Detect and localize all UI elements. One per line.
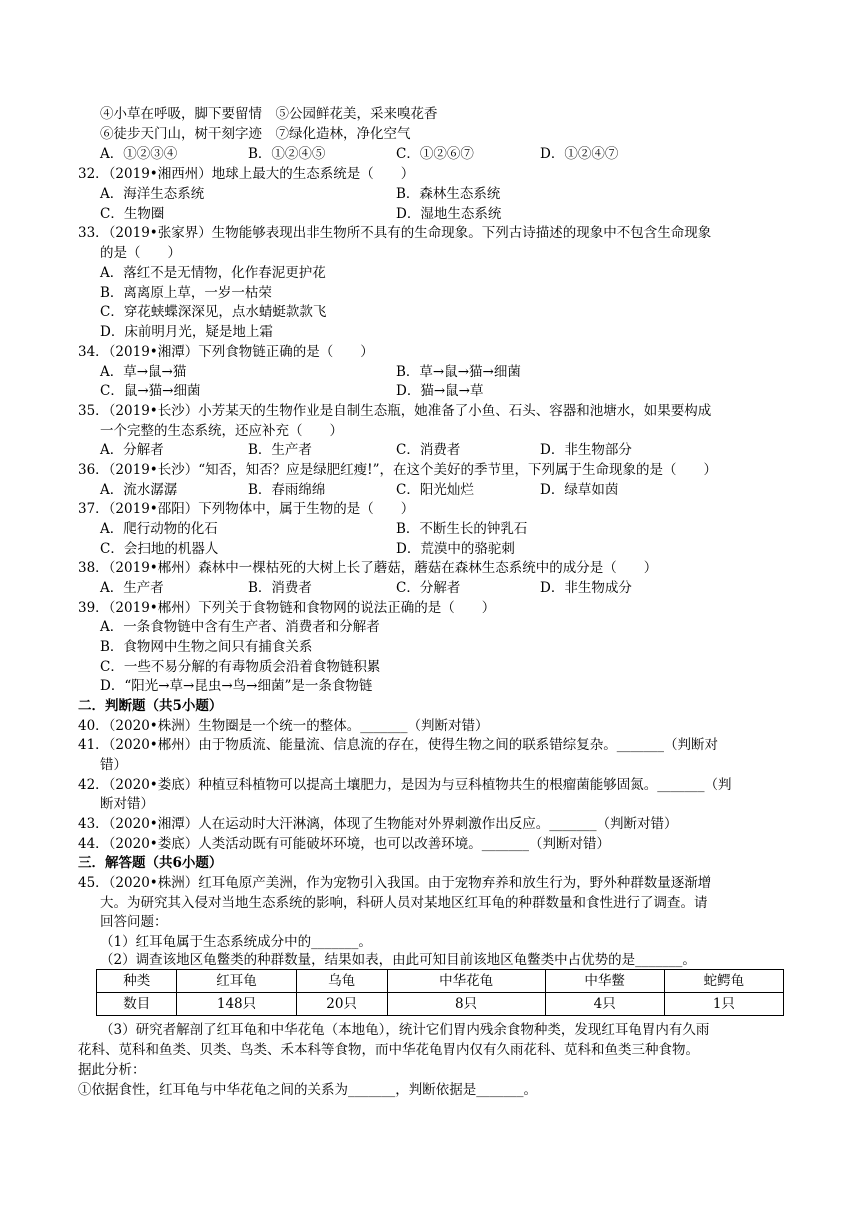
option-a: A．流水潺潺 xyxy=(100,482,178,498)
table-header-cell: 乌龟 xyxy=(296,970,387,993)
option-b: B．①②④⑤ xyxy=(248,146,326,162)
option-d: D．非生物部分 xyxy=(540,442,632,458)
option-c: C．鼠→猫→细菌 xyxy=(100,383,201,399)
question-33: 33．（2019•张家界）生物能够表现出非生物所不具有的生命现象。下列古诗描述的现象中不包含生命现象 xyxy=(78,225,712,241)
option-c: C．①②⑥⑦ xyxy=(396,146,474,162)
option-d: D．“阳光→草→昆虫→鸟→细菌”是一条食物链 xyxy=(100,678,373,694)
option-b: B．森林生态系统 xyxy=(396,186,501,202)
table-header-cell: 红耳龟 xyxy=(177,970,296,993)
text-line: 花科、苋科和鱼类、贝类、鸟类、禾本科等食物，而中华花龟胃内仅有久雨花科、苋科和鱼类三种食物。 xyxy=(78,1042,699,1058)
table-header-cell: 中华鳖 xyxy=(545,970,664,993)
section-heading-answer: 三．解答题（共6小题） xyxy=(78,855,223,871)
sub-question-3: （3）研究者解剖了红耳龟和中华花龟（本地龟），统计它们胃内残余食物种类，发现红耳龟胃内有久雨 xyxy=(100,1022,710,1038)
text-line: 的是（ ） xyxy=(100,245,181,261)
sub-question-2: （2）调查该地区龟鳖类的种群数量，结果如表，由此可知目前该地区龟鳖类中占优势的是_______。 xyxy=(100,952,696,968)
question-45: 45．（2020•株洲）红耳龟原产美洲，作为宠物引入我国。由于宠物弃养和放生行为，野外种群数量逐渐增 xyxy=(78,875,712,891)
table-row xyxy=(97,993,784,1016)
option-b: B．生产者 xyxy=(248,442,312,458)
option-a: A．海洋生态系统 xyxy=(100,186,205,202)
option-c: C．生物圈 xyxy=(100,206,165,222)
option-d: D．湿地生态系统 xyxy=(396,206,502,222)
text-line: 回答问题： xyxy=(100,914,168,930)
option-d: D．①②④⑦ xyxy=(540,146,619,162)
table-cell: 148只 xyxy=(177,993,296,1016)
question-32: 32．（2019•湘西州）地球上最大的生态系统是（ ） xyxy=(78,166,415,182)
sub-question-3-1: ①依据食性，红耳龟与中华花龟之间的关系为_______，判断依据是_______。 xyxy=(78,1082,537,1098)
table-header-cell: 种类 xyxy=(97,970,177,993)
table-cell: 4只 xyxy=(545,993,664,1016)
question-42: 42．（2020•娄底）种植豆科植物可以提高土壤肥力，是因为与豆科植物共生的根瘤菌能够固氮。_______（判 xyxy=(78,777,732,793)
sub-question-1: （1）红耳龟属于生态系统成分中的_______。 xyxy=(100,934,372,950)
option-a: A．生产者 xyxy=(100,580,164,596)
option-a: A．一条食物链中含有生产者、消费者和分解者 xyxy=(100,619,380,635)
option-c: C．分解者 xyxy=(396,580,461,596)
table-cell: 1只 xyxy=(664,993,783,1016)
option-b: B．消费者 xyxy=(248,580,312,596)
question-37: 37．（2019•邵阳）下列物体中，属于生物的是（ ） xyxy=(78,501,415,517)
option-c: C．阳光灿烂 xyxy=(396,482,474,498)
option-b: B．不断生长的钟乳石 xyxy=(396,521,528,537)
question-43: 43．（2020•湘潭）人在运动时大汗淋漓，体现了生物能对外界刺激作出反应。_______（判断对错） xyxy=(78,816,678,832)
text-line: 一个完整的生态系统，还应补充（ ） xyxy=(100,423,343,439)
text-line: ④小草在呼吸，脚下要留情 ⑤公园鲜花美，采来嗅花香 xyxy=(100,106,438,122)
table-cell: 20只 xyxy=(296,993,387,1016)
text-line: 大。为研究其入侵对当地生态系统的影响，科研人员对某地区红耳龟的种群数量和食性进行了调查。请 xyxy=(100,895,708,911)
text-line: 断对错） xyxy=(100,796,154,812)
question-41: 41．（2020•郴州）由于物质流、能量流、信息流的存在，使得生物之间的联系错综复杂。_______（判断对 xyxy=(78,737,718,753)
option-d: D．非生物成分 xyxy=(540,580,632,596)
option-a: A．爬行动物的化石 xyxy=(100,521,218,537)
question-34: 34．（2019•湘潭）下列食物链正确的是（ ） xyxy=(78,344,374,360)
text-line: 错） xyxy=(100,757,127,773)
option-d: D．荒漠中的骆驼刺 xyxy=(396,541,515,557)
option-b: B．春雨绵绵 xyxy=(248,482,326,498)
question-44: 44．（2020•娄底）人类活动既有可能破坏环境，也可以改善环境。_______（判断对错） xyxy=(78,836,610,852)
option-a: A．分解者 xyxy=(100,442,164,458)
question-35: 35．（2019•长沙）小芳某天的生物作业是自制生态瓶，她准备了小鱼、石头、容器和池塘水，如果要构成 xyxy=(78,403,712,419)
option-b: B．食物网中生物之间只有捕食关系 xyxy=(100,639,313,655)
section-heading-judgment: 二．判断题（共5小题） xyxy=(78,698,223,714)
option-c: C．消费者 xyxy=(396,442,461,458)
question-39: 39．（2019•郴州）下列关于食物链和食物网的说法正确的是（ ） xyxy=(78,600,496,616)
table-cell: 数目 xyxy=(97,993,177,1016)
table-header-cell: 中华花龟 xyxy=(387,970,545,993)
option-b: B．离离原上草，一岁一枯荣 xyxy=(100,285,272,301)
table-header-cell: 蛇鳄龟 xyxy=(664,970,783,993)
option-a: A．草→鼠→猫 xyxy=(100,364,187,380)
option-a: A．落红不是无情物，化作春泥更护花 xyxy=(100,265,326,281)
option-c: C．一些不易分解的有毒物质会沿着食物链积累 xyxy=(100,659,381,675)
question-36: 36．（2019•长沙）“知否，知否？应是绿肥红瘦!”，在这个美好的季节里，下列属于生命现象的是（ ） xyxy=(78,462,717,478)
option-b: B．草→鼠→猫→细菌 xyxy=(396,364,521,380)
option-c: C．会扫地的机器人 xyxy=(100,541,219,557)
question-38: 38．（2019•郴州）森林中一棵枯死的大树上长了蘑菇，蘑菇在森林生态系统中的成分是（ ） xyxy=(78,560,658,576)
option-d: D．猫→鼠→草 xyxy=(396,383,484,399)
option-d: D．绿草如茵 xyxy=(540,482,619,498)
population-table xyxy=(96,969,784,1016)
table-row xyxy=(97,970,784,993)
option-a: A．①②③④ xyxy=(100,146,178,162)
text-line: ⑥徒步天门山，树干刻字迹 ⑦绿化造林，净化空气 xyxy=(100,126,411,142)
option-d: D．床前明月光，疑是地上霜 xyxy=(100,324,273,340)
text-line: 据此分析： xyxy=(78,1062,146,1078)
option-c: C．穿花蛱蝶深深见，点水蜻蜓款款飞 xyxy=(100,304,327,320)
question-40: 40．（2020•株洲）生物圈是一个统一的整体。_______（判断对错） xyxy=(78,718,489,734)
table-cell: 8只 xyxy=(387,993,545,1016)
